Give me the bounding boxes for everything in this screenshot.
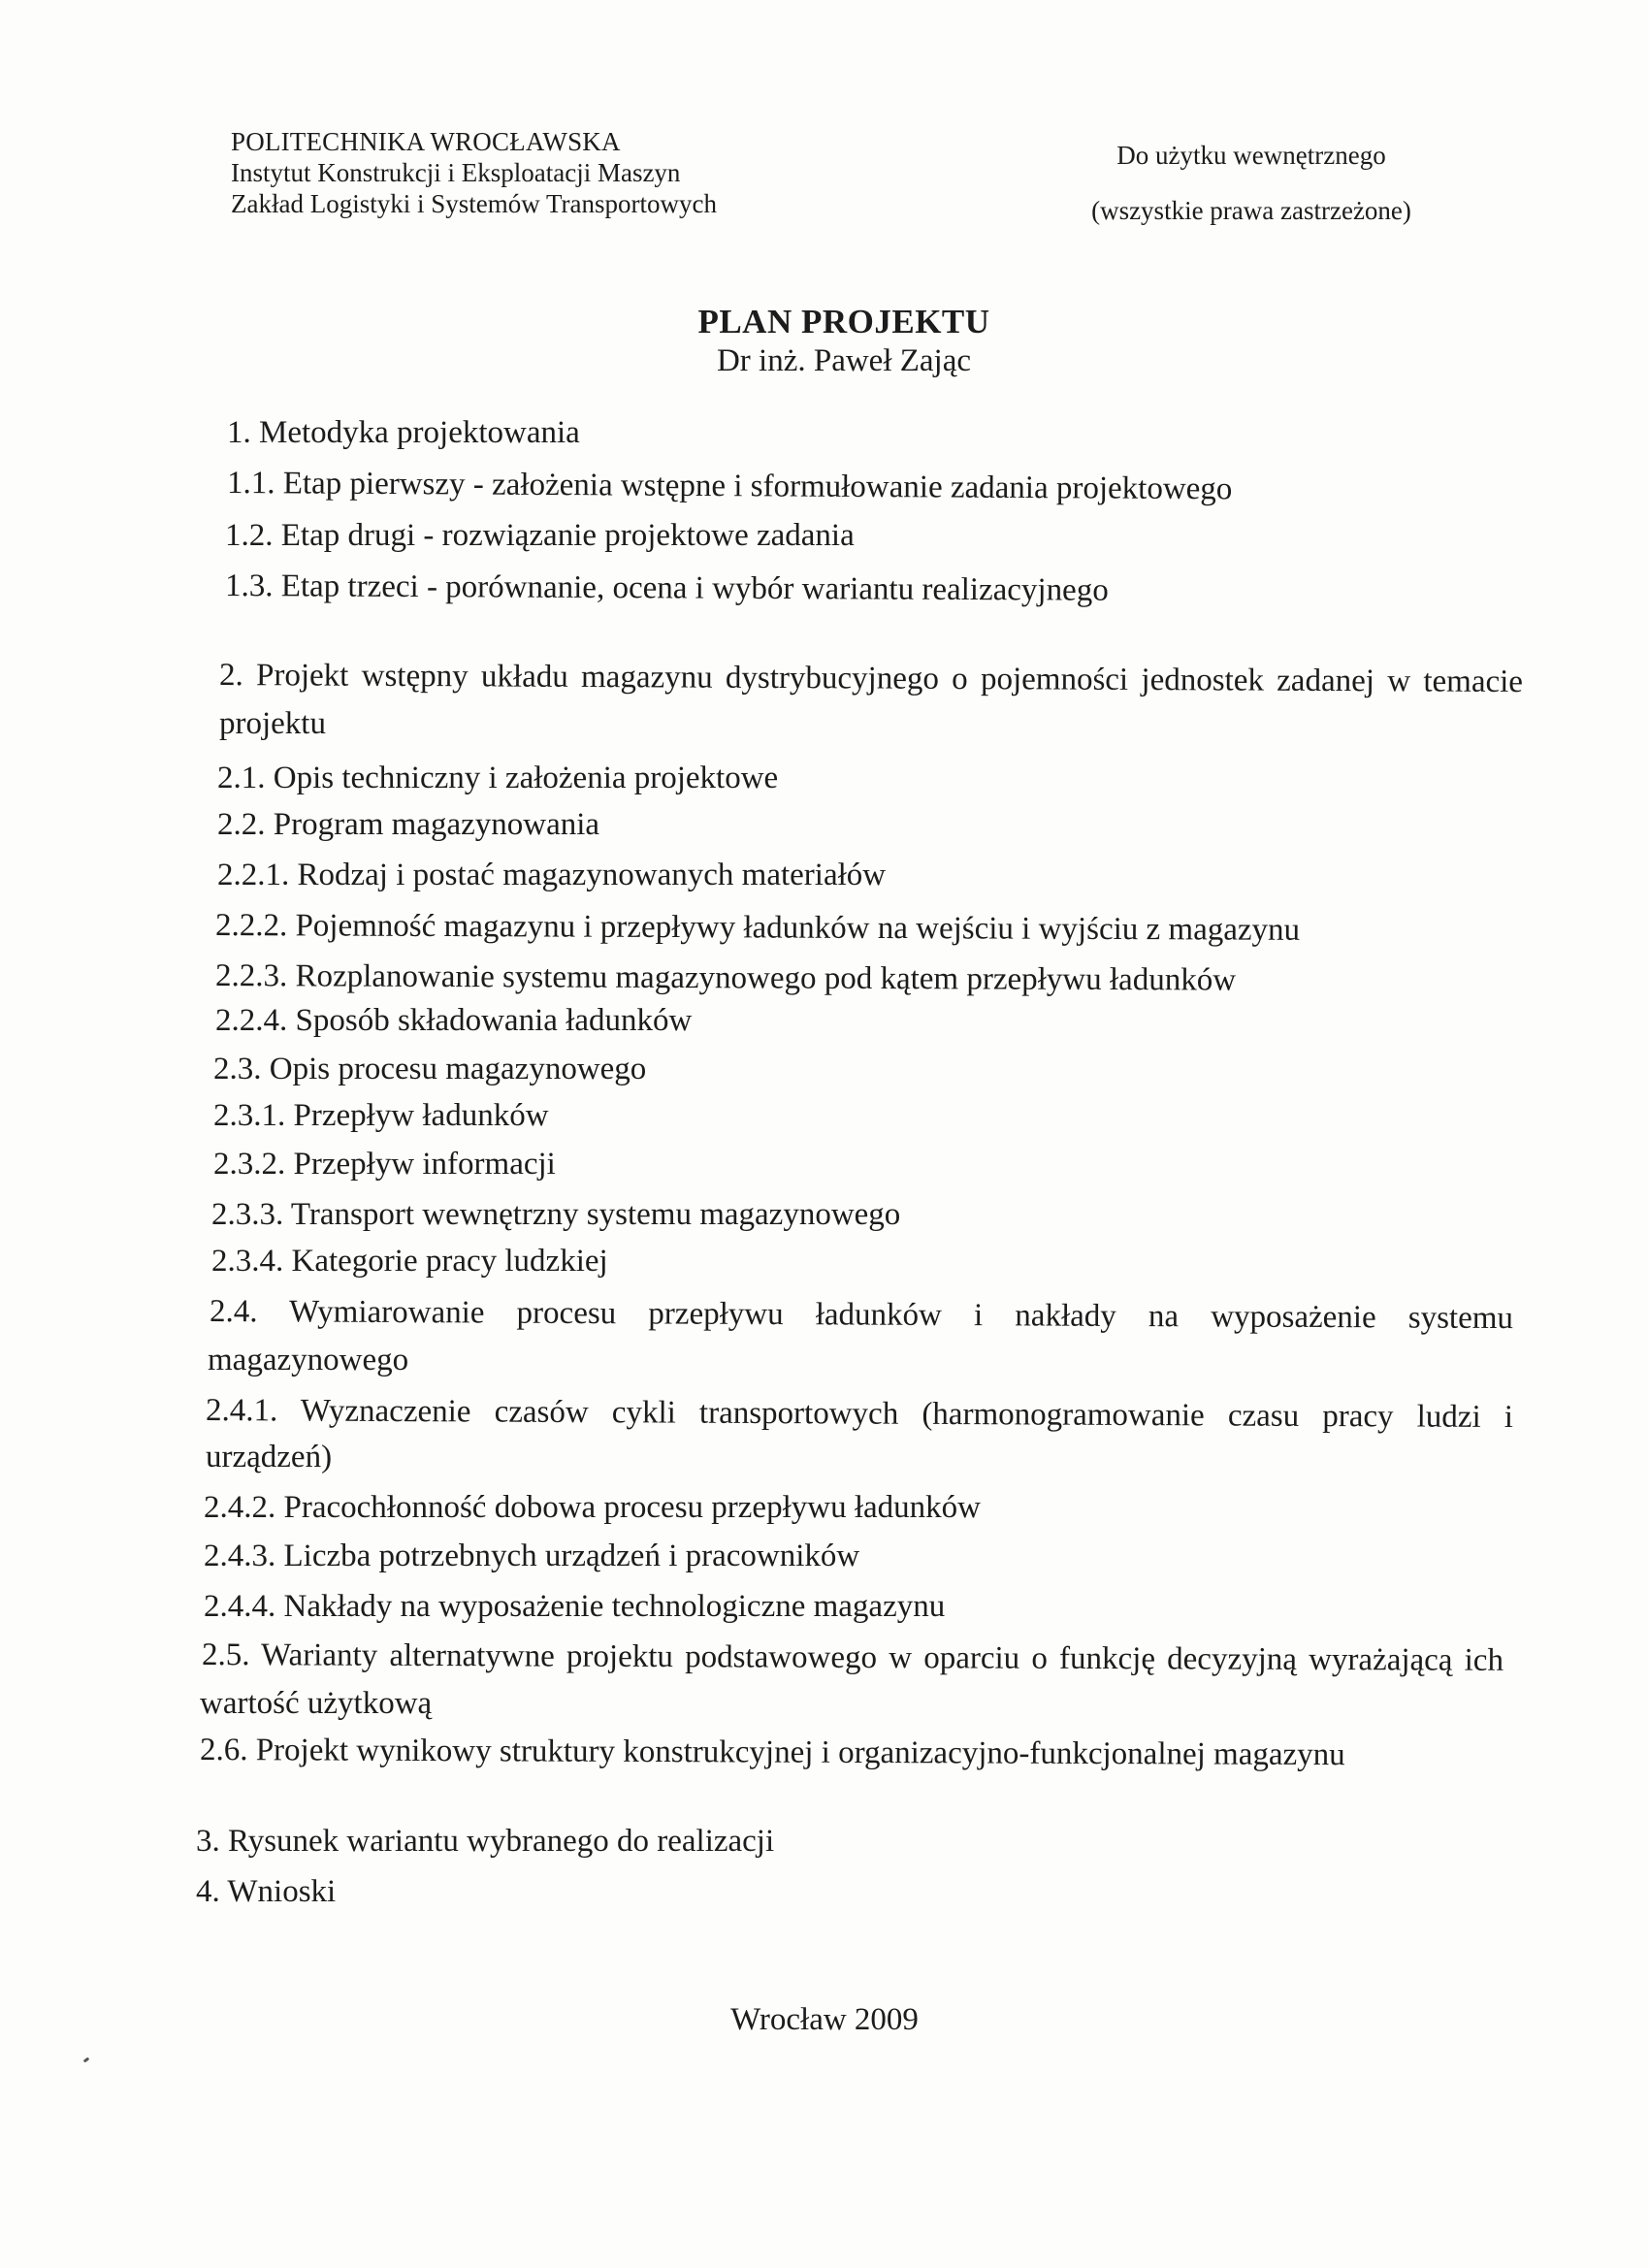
outline-item: 1. Metodyka projektowania xyxy=(227,415,580,450)
rights-reserved-note: (wszystkie prawa zastrzeżone) xyxy=(1091,196,1411,225)
outline-item: 2.2.1. Rodzaj i postać magazynowanych materiałów xyxy=(217,858,887,892)
outline-item: 1.2. Etap drugi - rozwiązanie projektowe zadania xyxy=(225,518,855,553)
outline-item: 4. Wnioski xyxy=(196,1874,337,1909)
outline-item: 2.4.3. Liczba potrzebnych urządzeń i pracowników xyxy=(204,1539,860,1573)
outline-item: 2.2.2. Pojemność magazynu i przepływy ładunków na wejściu i wyjściu z magazynu xyxy=(214,908,1301,948)
outline-item: 2.4. Wymiarowanie procesu przepływu ładunków i nakłady na wyposażenie systemu xyxy=(209,1294,1514,1337)
outline-item: 2.2.4. Sposób składowania ładunków xyxy=(215,1003,693,1038)
outline-item: 2.3.4. Kategorie pracy ludzkiej xyxy=(211,1244,608,1279)
outline-item: 2.3.3. Transport wewnętrzny systemu magazynowego xyxy=(211,1197,901,1232)
author-name: Dr inż. Paweł Zając xyxy=(716,343,972,378)
outline-item: 2.1. Opis techniczny i założenia projektowe xyxy=(217,761,779,795)
institute-name: Instytut Konstrukcji i Eksploatacji Maszyn xyxy=(231,158,681,187)
outline-item-continued: projektu xyxy=(219,706,326,741)
outline-item: 2.3.2. Przepływ informacji xyxy=(213,1147,556,1182)
outline-item-continued: urządzeń) xyxy=(206,1440,333,1474)
outline-item: 2.4.4. Nakłady na wyposażenie technologiczne magazynu xyxy=(204,1589,946,1624)
department-name: Zakład Logistyki i Systemów Transportowych xyxy=(231,189,717,218)
outline-item: 2.2.3. Rozplanowanie systemu magazynowego pod kątem przepływu ładunków xyxy=(214,958,1237,998)
outline-item: 2.4.1. Wyznaczenie czasów cykli transportowych (harmonogramowanie czasu pracy ludzi i xyxy=(205,1393,1514,1436)
outline-item: 3. Rysunek wariantu wybranego do realizacji xyxy=(196,1824,775,1859)
page-title: PLAN PROJEKTU xyxy=(697,303,990,340)
outline-item: 1.3. Etap trzeci - porównanie, ocena i wybór wariantu realizacyjnego xyxy=(224,568,1109,608)
outline-item: 2.3. Opis procesu magazynowego xyxy=(213,1052,647,1086)
internal-use-note: Do użytku wewnętrznego xyxy=(1116,141,1386,170)
institution-name: POLITECHNIKA WROCŁAWSKA xyxy=(231,127,621,156)
outline-item: 1.1. Etap pierwszy - założenia wstępne i sformułowanie zadania projektowego xyxy=(226,466,1233,507)
place-and-year: Wrocław 2009 xyxy=(730,2002,919,2037)
outline-item: 2.6. Projekt wynikowy struktury konstrukcyjnej i organizacyjno-funkcjonalnej magazynu xyxy=(199,1733,1345,1773)
outline-item: 2.2. Program magazynowania xyxy=(217,807,600,842)
outline-item-continued: wartość użytkową xyxy=(200,1686,433,1721)
outline-item: 2.5. Warianty alternatywne projektu podstawowego w oparciu o funkcję decyzyjną wyrażającą ich xyxy=(201,1637,1504,1678)
outline-item-continued: magazynowego xyxy=(208,1343,409,1377)
outline-item: 2.4.2. Pracochłonność dobowa procesu przepływu ładunków xyxy=(204,1490,981,1525)
outline-item: 2.3.1. Przepływ ładunków xyxy=(213,1098,549,1133)
outline-item: 2. Projekt wstępny układu magazynu dystrybucyjnego o pojemności jednostek zadanej w temacie xyxy=(218,658,1524,700)
